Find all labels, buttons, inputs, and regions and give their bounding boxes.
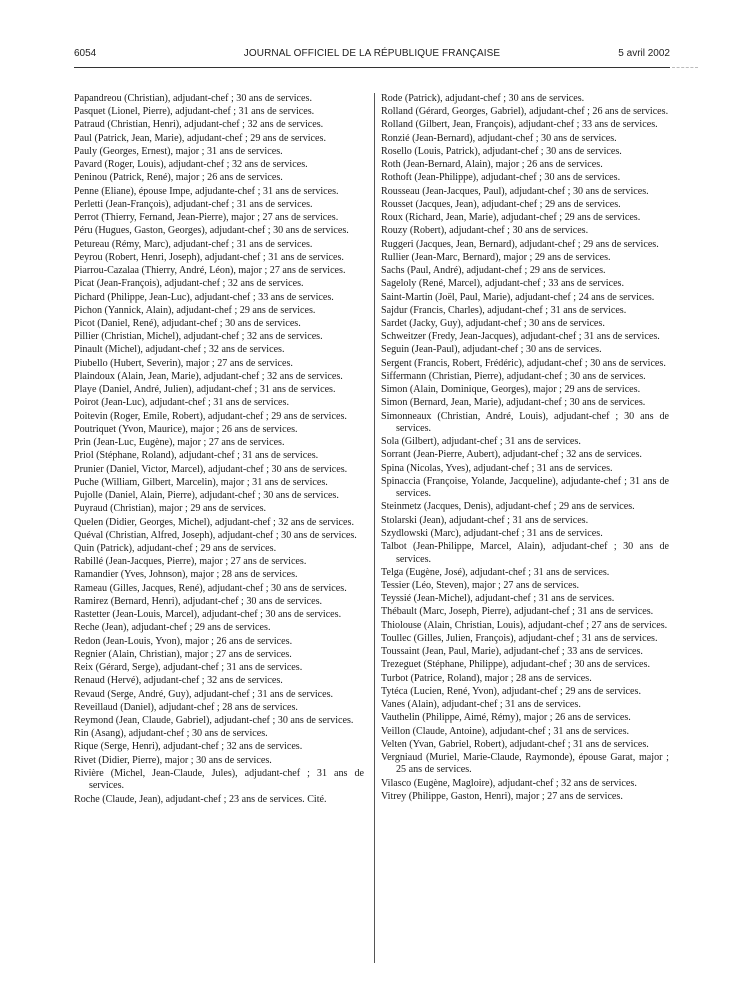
right-column — [381, 93, 669, 804]
list-entry: Poitevin (Roger, Emile, Robert), adjudant-chef ; 29 ans de services. — [74, 410, 347, 422]
list-entry: Picot (Daniel, René), adjudant-chef ; 30 ans de services. — [74, 317, 301, 329]
column-divider — [374, 93, 375, 963]
list-entry: Peyrou (Robert, Henri, Joseph), adjudant-chef ; 31 ans de services. — [74, 251, 344, 263]
list-entry: Sajdur (Francis, Charles), adjudant-chef ; 31 ans de services. — [381, 304, 627, 316]
list-entry: Papandreou (Christian), adjudant-chef ; 30 ans de services. — [74, 93, 312, 104]
list-entry: Seguin (Jean-Paul), adjudant-chef ; 30 ans de services. — [381, 344, 602, 356]
list-entry: Quin (Patrick), adjudant-chef ; 29 ans de services. — [74, 542, 277, 554]
list-entry: Rin (Asang), adjudant-chef ; 30 ans de services. — [74, 728, 268, 740]
list-entry: Thébault (Marc, Joseph, Pierre), adjudant-chef ; 31 ans de services. — [381, 606, 654, 618]
list-entry: Ramirez (Bernard, Henri), adjudant-chef ; 30 ans de services. — [74, 595, 323, 607]
left-column — [74, 93, 364, 807]
list-entry: Toullec (Gilles, Julien, François), adjudant-chef ; 31 ans de services. — [381, 632, 658, 644]
list-entry: Schweitzer (Fredy, Jean-Jacques), adjudant-chef ; 31 ans de services. — [381, 331, 660, 343]
list-entry: Revaud (Serge, André, Guy), adjudant-chef ; 31 ans de services. — [74, 688, 334, 700]
list-entry: Vilasco (Eugène, Magloire), adjudant-chef ; 32 ans de services. — [381, 777, 637, 789]
list-entry: Tessier (Léo, Steven), major ; 27 ans de services. — [381, 580, 580, 591]
list-entry: Stolarski (Jean), adjudant-chef ; 31 ans de services. — [381, 514, 589, 526]
list-entry: Rastetter (Jean-Louis, Marcel), adjudant-chef ; 30 ans de services. — [74, 609, 342, 621]
list-entry: Rivet (Didier, Pierre), major ; 30 ans de services. — [74, 754, 272, 766]
list-entry: Rouzy (Robert), adjudant-chef ; 30 ans de services. — [381, 225, 589, 237]
list-entry: Sardet (Jacky, Guy), adjudant-chef ; 30 ans de services. — [381, 317, 605, 329]
list-entry: Quéval (Christian, Alfred, Joseph), adjudant-chef ; 30 ans de services. — [74, 529, 357, 541]
publication-date: 5 avril 2002 — [618, 48, 670, 59]
list-entry: Vergniaud (Muriel, Marie-Claude, Raymonde), épouse Garat, major ; 25 ans de services. — [381, 752, 669, 776]
list-entry: Rolland (Gérard, Georges, Gabriel), adjudant-chef ; 26 ans de services. — [381, 106, 669, 118]
list-entry: Quelen (Didier, Georges, Michel), adjudant-chef ; 32 ans de services. — [74, 516, 354, 528]
list-entry: Sorrant (Jean-Pierre, Aubert), adjudant-chef ; 32 ans de services. — [381, 449, 642, 461]
list-entry: Roux (Richard, Jean, Marie), adjudant-chef ; 29 ans de services. — [381, 212, 641, 224]
list-entry: Pujolle (Daniel, Alain, Pierre), adjudant-chef ; 30 ans de services. — [74, 490, 339, 502]
list-entry: Sageloly (René, Marcel), adjudant-chef ; 33 ans de services. — [381, 278, 624, 290]
list-entry: Tytéca (Lucien, René, Yvon), adjudant-chef ; 29 ans de services. — [381, 685, 641, 697]
list-entry: Simon (Bernard, Jean, Marie), adjudant-chef ; 30 ans de services. — [381, 397, 646, 409]
list-entry: Roche (Claude, Jean), adjudant-chef ; 23 ans de services. Cité. — [74, 793, 327, 805]
list-entry: Saint-Martin (Joël, Paul, Marie), adjudant-chef ; 24 ans de services. — [381, 291, 655, 303]
list-entry: Poutriquet (Yvon, Maurice), major ; 26 ans de services. — [74, 423, 298, 435]
list-entry: Rivière (Michel, Jean-Claude, Jules), adjudant-chef ; 31 ans de services. — [74, 767, 364, 792]
list-entry: Renaud (Hervé), adjudant-chef ; 32 ans de services. — [74, 675, 283, 687]
list-entry: Velten (Yvan, Gabriel, Robert), adjudant-chef ; 31 ans de services. — [381, 738, 649, 750]
list-entry: Spina (Nicolas, Yves), adjudant-chef ; 31 ans de services. — [381, 462, 613, 474]
list-entry: Ronzié (Jean-Bernard), adjudant-chef ; 30 ans de services. — [381, 132, 617, 144]
list-entry: Pinault (Michel), adjudant-chef ; 32 ans de services. — [74, 344, 285, 356]
list-entry: Sachs (Paul, André), adjudant-chef ; 29 ans de services. — [381, 265, 606, 277]
list-entry: Reix (Gérard, Serge), adjudant-chef ; 31 ans de services. — [74, 662, 303, 674]
list-entry: Plaindoux (Alain, Jean, Marie), adjudant-chef ; 32 ans de services. — [74, 370, 343, 382]
list-entry: Puyraud (Christian), major ; 29 ans de services. — [74, 503, 267, 515]
list-entry: Reveillaud (Daniel), adjudant-chef ; 28 ans de services. — [74, 701, 298, 713]
header-rule — [74, 67, 670, 68]
list-entry: Trezeguet (Stéphane, Philippe), adjudant-chef ; 30 ans de services. — [381, 659, 650, 671]
list-entry: Teyssié (Jean-Michel), adjudant-chef ; 31 ans de services. — [381, 593, 615, 605]
list-entry: Pichon (Yannick, Alain), adjudant-chef ; 29 ans de services. — [74, 304, 316, 316]
page-header — [74, 48, 670, 62]
list-entry: Pichard (Philippe, Jean-Luc), adjudant-chef ; 33 ans de services. — [74, 291, 334, 303]
list-entry: Piubello (Hubert, Severin), major ; 27 ans de services. — [74, 357, 293, 369]
list-entry: Rousseau (Jean-Jacques, Paul), adjudant-chef ; 30 ans de services. — [381, 185, 649, 197]
list-entry: Szydlowski (Marc), adjudant-chef ; 31 ans de services. — [381, 527, 603, 539]
list-entry: Toussaint (Jean, Paul, Marie), adjudant-chef ; 33 ans de services. — [381, 646, 643, 658]
list-entry: Priol (Stéphane, Roland), adjudant-chef ; 31 ans de services. — [74, 450, 319, 462]
list-entry: Perrot (Thierry, Fernand, Jean-Pierre), major ; 27 ans de services. — [74, 212, 339, 224]
list-entry: Pillier (Christian, Michel), adjudant-chef ; 32 ans de services. — [74, 331, 323, 343]
list-entry: Rode (Patrick), adjudant-chef ; 30 ans de services. — [381, 93, 585, 104]
list-entry: Rameau (Gilles, Jacques, René), adjudant-chef ; 30 ans de services. — [74, 582, 347, 594]
list-entry: Vanes (Alain), adjudant-chef ; 31 ans de services. — [381, 699, 581, 711]
list-entry: Telga (Eugène, José), adjudant-chef ; 31 ans de services. — [381, 566, 610, 578]
list-entry: Regnier (Alain, Christian), major ; 27 ans de services. — [74, 648, 292, 660]
list-entry: Rique (Serge, Henri), adjudant-chef ; 32 ans de services. — [74, 741, 303, 753]
list-entry: Patraud (Christian, Henri), adjudant-chef ; 32 ans de services. — [74, 119, 324, 131]
list-entry: Turbot (Patrice, Roland), major ; 28 ans de services. — [381, 672, 592, 684]
list-entry: Rullier (Jean-Marc, Bernard), major ; 29 ans de services. — [381, 251, 611, 263]
list-entry: Petureau (Rémy, Marc), adjudant-chef ; 31 ans de services. — [74, 238, 313, 250]
list-entry: Pauly (Georges, Ernest), major ; 31 ans de services. — [74, 145, 283, 157]
list-entry: Roth (Jean-Bernard, Alain), major ; 26 ans de services. — [381, 159, 603, 171]
list-entry: Poirot (Jean-Luc), adjudant-chef ; 31 ans de services. — [74, 397, 289, 409]
list-entry: Pasquet (Lionel, Pierre), adjudant-chef ; 31 ans de services. — [74, 106, 315, 118]
list-entry: Sergent (Francis, Robert, Frédéric), adjudant-chef ; 30 ans de services. — [381, 357, 666, 369]
list-entry: Paul (Patrick, Jean, Marie), adjudant-chef ; 29 ans de services. — [74, 132, 326, 144]
list-entry: Rabillé (Jean-Jacques, Pierre), major ; 27 ans de services. — [74, 556, 307, 568]
list-entry: Simon (Alain, Dominique, Georges), major ; 29 ans de services. — [381, 384, 641, 396]
list-entry: Rousset (Jacques, Jean), adjudant-chef ; 29 ans de services. — [381, 198, 621, 210]
list-entry: Ruggeri (Jacques, Jean, Bernard), adjudant-chef ; 29 ans de services. — [381, 238, 659, 250]
list-entry: Puche (William, Gilbert, Marcelin), major ; 31 ans de services. — [74, 476, 328, 488]
list-entry: Playe (Daniel, André, Julien), adjudant-chef ; 31 ans de services. — [74, 384, 336, 396]
list-entry: Thiolouse (Alain, Christian, Louis), adjudant-chef ; 27 ans de services. — [381, 619, 668, 631]
list-entry: Sola (Gilbert), adjudant-chef ; 31 ans de services. — [381, 436, 581, 448]
list-entry: Prunier (Daniel, Victor, Marcel), adjudant-chef ; 30 ans de services. — [74, 463, 348, 475]
list-entry: Steinmetz (Jacques, Denis), adjudant-chef ; 29 ans de services. — [381, 501, 635, 513]
list-entry: Prin (Jean-Luc, Eugène), major ; 27 ans de services. — [74, 437, 285, 449]
list-entry: Reche (Jean), adjudant-chef ; 29 ans de services. — [74, 622, 271, 634]
list-entry: Redon (Jean-Louis, Yvon), major ; 26 ans de services. — [74, 635, 293, 647]
list-entry: Vitrey (Philippe, Gaston, Henri), major ; 27 ans de services. — [381, 790, 623, 802]
list-entry: Pavard (Roger, Louis), adjudant-chef ; 32 ans de services. — [74, 159, 308, 171]
header-rule-extension — [672, 67, 698, 68]
list-entry: Peninou (Patrick, René), major ; 26 ans de services. — [74, 172, 283, 184]
list-entry: Penne (Eliane), épouse Impe, adjudante-chef ; 31 ans de services. — [74, 185, 339, 197]
list-entry: Picat (Jean-François), adjudant-chef ; 32 ans de services. — [74, 278, 304, 290]
list-entry: Simonneaux (Christian, André, Louis), adjudant-chef ; 30 ans de services. — [381, 410, 669, 434]
list-entry: Piarrou-Cazalaa (Thierry, André, Léon), major ; 27 ans de services. — [74, 265, 346, 277]
list-entry: Spinaccia (Françoise, Yolande, Jacqueline), adjudante-chef ; 31 ans de services. — [381, 475, 669, 500]
list-entry: Ramandier (Yves, Johnson), major ; 28 ans de services. — [74, 569, 298, 581]
list-entry: Vauthelin (Philippe, Aimé, Rémy), major ; 26 ans de services. — [381, 712, 631, 724]
list-entry: Perletti (Jean-François), adjudant-chef ; 31 ans de services. — [74, 198, 313, 210]
list-entry: Rothoft (Jean-Philippe), adjudant-chef ; 30 ans de services. — [381, 172, 621, 184]
list-entry: Péru (Hugues, Gaston, Georges), adjudant-chef ; 30 ans de services. — [74, 225, 349, 237]
list-entry: Veillon (Claude, Antoine), adjudant-chef ; 31 ans de services. — [381, 725, 630, 737]
list-entry: Talbot (Jean-Philippe, Marcel, Alain), adjudant-chef ; 30 ans de services. — [381, 541, 669, 565]
list-entry: Rolland (Gilbert, Jean, François), adjudant-chef ; 33 ans de services. — [381, 119, 658, 131]
list-entry: Siffermann (Christian, Pierre), adjudant-chef ; 30 ans de services. — [381, 370, 646, 382]
list-entry: Rosello (Louis, Patrick), adjudant-chef ; 30 ans de services. — [381, 145, 622, 157]
page-number: 6054 — [74, 48, 97, 59]
journal-title: JOURNAL OFFICIEL DE LA RÉPUBLIQUE FRANÇAISE — [243, 48, 501, 59]
list-entry: Reymond (Jean, Claude, Gabriel), adjudant-chef ; 30 ans de services. — [74, 715, 354, 727]
